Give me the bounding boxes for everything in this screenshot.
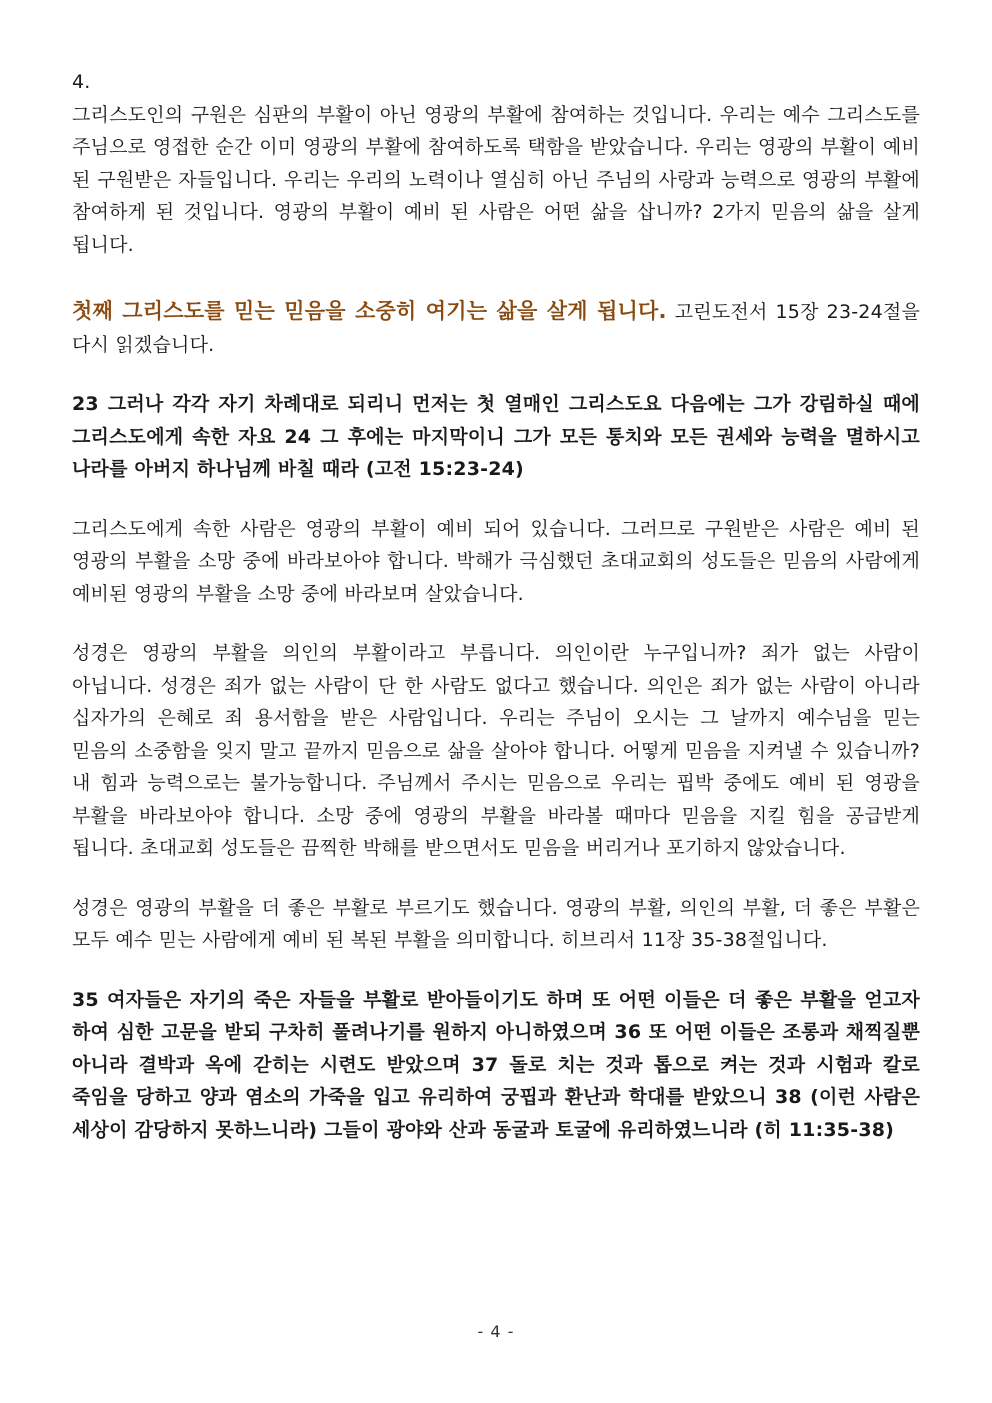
scripture-corinthians: 23 그러나 각각 자기 차례대로 되리니 먼저는 첫 열매인 그리스도요 다음에는 그가 강림하실 때에 그리스도에게 속한 자요 24 그 후에는 마지막이니 그가 모든 통치와 모든 권세와 능력을 멸하시고 나라를 아버지 하나님께 바칠 때라 (고전 15:23-24) bbox=[72, 393, 920, 480]
page-number: - 4 - bbox=[477, 1322, 515, 1341]
paragraph-intro: 그리스도인의 구원은 심판의 부활이 아닌 영광의 부활에 참여하는 것입니다. 우리는 예수 그리스도를 주님으로 영접한 순간 이미 영광의 부활에 참여하도록 택함을 받았습니다. 우리는 영광의 부활이 예비 된 구원받은 자들입니다. 우리는 우리의 노력이나 열심히 아닌 주님의 사랑과 능력으로 영광의 부활에 참여하게 된 것입니다. 영광의 부활이 예비 된 사람은 어떤 삶을 삽니까? 2가지 믿음의 삶을 살게 됩니다. bbox=[72, 103, 920, 256]
paragraph-better-resurrection: 성경은 영광의 부활을 더 좋은 부활로 부르기도 했습니다. 영광의 부활, 의인의 부활, 더 좋은 부활은 모두 예수 믿는 사람에게 예비 된 복된 부활을 의미합니다. 히브리서 11장 35-38절입니다. bbox=[72, 896, 920, 951]
section-number: 4. bbox=[72, 71, 91, 93]
document-page bbox=[72, 66, 920, 1146]
paragraph-first-point bbox=[72, 295, 920, 361]
first-point-reference: 고린도전서 15장 23-24절을 다시 읽겠습니다. bbox=[72, 301, 920, 356]
first-point-heading: 첫째 그리스도를 믿는 믿음을 소중히 여기는 삶을 살게 됩니다. bbox=[72, 299, 667, 323]
paragraph-righteous: 성경은 영광의 부활을 의인의 부활이라고 부릅니다. 의인이란 누구입니까? 죄가 없는 사람이 아닙니다. 성경은 죄가 없는 사람이 단 한 사람도 없다고 했습니다. 의인은 죄가 없는 사람이 아니라 십자가의 은혜로 죄 용서함을 받은 사람입니다. 우리는 주님이 오시는 그 날까지 예수님을 믿는 믿음의 소중함을 잊지 말고 끝까지 믿음으로 삶을 살아야 합니다. 어떻게 믿음을 지켜낼 수 있습니까? 내 힘과 능력으로는 불가능합니다. 주님께서 주시는 믿음으로 우리는 핍박 중에도 예비 된 영광을 부활을 바라보아야 합니다. 소망 중에 영광의 부활을 바라볼 때마다 믿음을 지킬 힘을 공급받게 됩니다. 초대교회 성도들은 끔찍한 박해를 받으면서도 믿음을 버리거나 포기하지 않았습니다. bbox=[72, 642, 920, 859]
paragraph-belonging: 그리스도에게 속한 사람은 영광의 부활이 예비 되어 있습니다. 그러므로 구원받은 사람은 예비 된 영광의 부활을 소망 중에 바라보아야 합니다. 박해가 극심했던 초대교회의 성도들은 믿음의 사람에게 예비된 영광의 부활을 소망 중에 바라보며 살았습니다. bbox=[72, 517, 920, 605]
scripture-hebrews: 35 여자들은 자기의 죽은 자들을 부활로 받아들이기도 하며 또 어떤 이들은 더 좋은 부활을 얻고자 하여 심한 고문을 받되 구차히 풀려나기를 원하지 아니하였으며 36 또 어떤 이들은 조롱과 채찍질뿐 아니라 결박과 옥에 갇히는 시련도 받았으며 37 돌로 치는 것과 톱으로 켜는 것과 시험과 칼로 죽임을 당하고 양과 염소의 가죽을 입고 유리하여 궁핍과 환난과 학대를 받았으니 38 (이런 사람은 세상이 감당하지 못하느니라) 그들이 광야와 산과 동굴과 토굴에 유리하였느니라 (히 11:35-38) bbox=[72, 988, 920, 1141]
